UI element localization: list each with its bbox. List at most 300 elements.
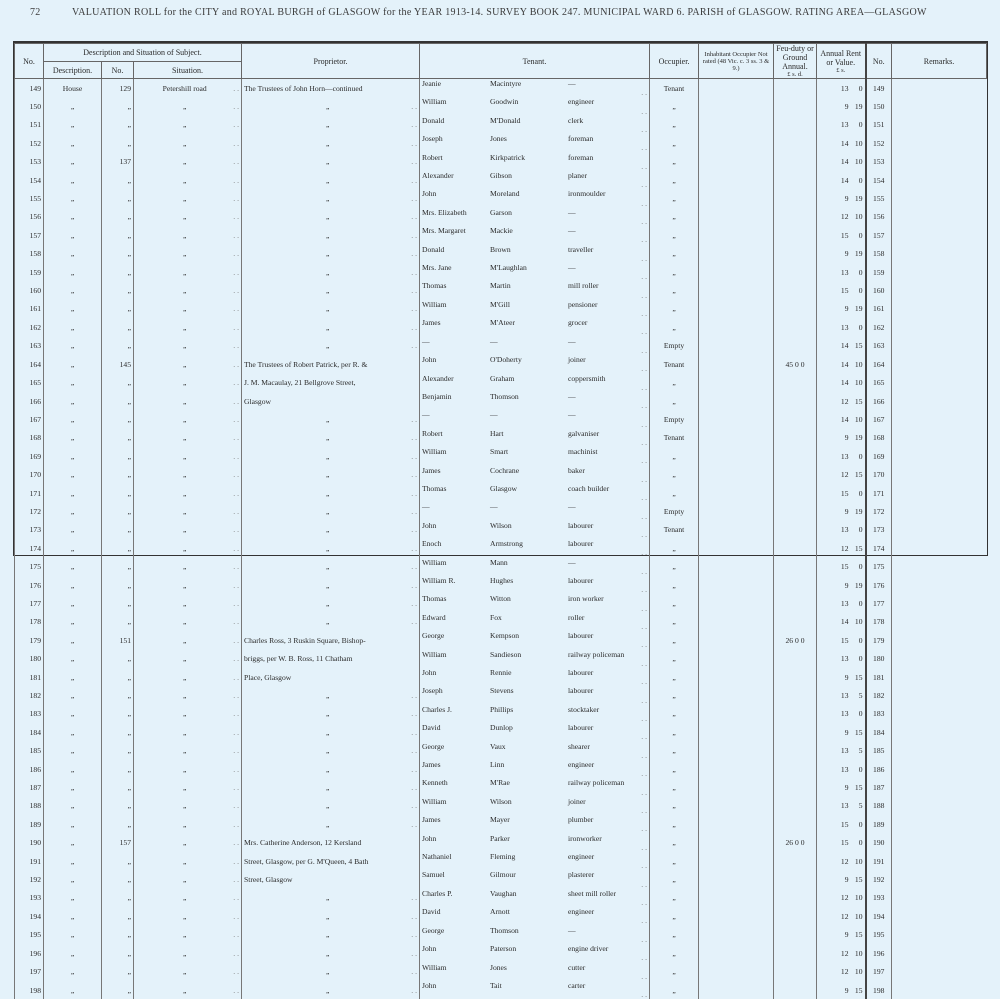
situation: „ . . — [134, 318, 242, 336]
inhabitant-occupier — [699, 153, 774, 171]
house-number: „ — [102, 539, 134, 557]
tenant-occupation: — — [568, 337, 642, 346]
row-number-right: 152 — [866, 134, 892, 152]
annual-rent — [817, 374, 866, 392]
row-number: 162 — [15, 318, 44, 336]
proprietor: „ . . — [242, 723, 420, 741]
tenant-first-name: William — [422, 650, 490, 659]
table-row — [15, 116, 987, 134]
tenant-occupation: traveller — [568, 245, 642, 254]
proprietor: „ . . — [242, 318, 420, 336]
situation: „ . . — [134, 778, 242, 796]
description: „ — [44, 576, 102, 594]
tenant-occupation: — — [568, 263, 642, 272]
tenant-surname: Moreland — [490, 189, 568, 198]
situation: „ . . — [134, 852, 242, 870]
header-occupier: Occupier. — [650, 44, 699, 79]
tenant-occupation: stocktaker — [568, 705, 642, 714]
occupier: „ — [650, 594, 699, 612]
description: „ — [44, 907, 102, 925]
row-number: 172 — [15, 502, 44, 520]
rent-shillings: 10 — [849, 378, 863, 387]
feu-duty — [774, 981, 817, 999]
table-row — [15, 870, 987, 888]
row-number: 189 — [15, 815, 44, 833]
feu-duty — [774, 300, 817, 318]
rent-shillings: 0 — [849, 489, 863, 498]
situation: „ . . — [134, 410, 242, 428]
inhabitant-occupier — [699, 245, 774, 263]
row-number-right: 183 — [866, 705, 892, 723]
tenant-occupation: foreman — [568, 134, 642, 143]
row-number-right: 159 — [866, 263, 892, 281]
table-row — [15, 263, 987, 281]
rent-shillings: 19 — [849, 581, 863, 590]
situation: „ . . — [134, 134, 242, 152]
tenant-surname: Tait — [490, 981, 568, 990]
tenant-occupation: pensioner — [568, 300, 642, 309]
tenant-surname: Thomson — [490, 392, 568, 401]
tenant — [420, 852, 650, 870]
rent-shillings: 19 — [849, 102, 863, 111]
feu-duty — [774, 778, 817, 796]
tenant-surname: Hughes — [490, 576, 568, 585]
row-number-right: 188 — [866, 797, 892, 815]
description: „ — [44, 171, 102, 189]
description: „ — [44, 502, 102, 520]
feu-units: £ s. d. — [774, 71, 816, 78]
description: „ — [44, 116, 102, 134]
row-number: 170 — [15, 466, 44, 484]
tenant — [420, 778, 650, 796]
tenant — [420, 613, 650, 631]
remarks — [892, 852, 987, 870]
occupier: „ — [650, 134, 699, 152]
tenant-surname: Sandieson — [490, 650, 568, 659]
house-number: „ — [102, 392, 134, 410]
house-number: „ — [102, 944, 134, 962]
tenant-first-name: William — [422, 447, 490, 456]
inhabitant-occupier — [699, 466, 774, 484]
occupier: Tenant — [650, 521, 699, 539]
description: „ — [44, 613, 102, 631]
house-number: „ — [102, 318, 134, 336]
tenant-occupation: sheet mill roller — [568, 889, 642, 898]
occupier: Tenant — [650, 79, 699, 98]
tenant-occupation: grocer — [568, 318, 642, 327]
table-row — [15, 742, 987, 760]
row-number: 156 — [15, 208, 44, 226]
tenant — [420, 447, 650, 465]
description: „ — [44, 153, 102, 171]
tenant-first-name: Joseph — [422, 686, 490, 695]
rent-shillings: 0 — [849, 709, 863, 718]
annual-rent — [817, 153, 866, 171]
description: „ — [44, 226, 102, 244]
occupier: Empty — [650, 410, 699, 428]
tenant — [420, 466, 650, 484]
proprietor: Charles Ross, 3 Ruskin Square, Bishop- — [242, 631, 420, 649]
rent-pounds: 15 — [831, 636, 849, 645]
rent-shillings: 10 — [849, 967, 863, 976]
inhabitant-occupier — [699, 686, 774, 704]
description: „ — [44, 429, 102, 447]
proprietor: The Trustees of Robert Patrick, per R. & — [242, 355, 420, 373]
row-number-right: 182 — [866, 686, 892, 704]
tenant-surname: Thomson — [490, 926, 568, 935]
proprietor: „ . . — [242, 429, 420, 447]
rent-pounds: 9 — [831, 507, 849, 516]
situation: „ . . — [134, 337, 242, 355]
rent-pounds: 13 — [831, 599, 849, 608]
rent-pounds: 13 — [831, 801, 849, 810]
description: „ — [44, 466, 102, 484]
row-number-right: 195 — [866, 926, 892, 944]
rent-pounds: 12 — [831, 912, 849, 921]
proprietor: „ . . — [242, 502, 420, 520]
tenant-surname: Phillips — [490, 705, 568, 714]
row-number: 164 — [15, 355, 44, 373]
tenant-first-name: John — [422, 834, 490, 843]
remarks — [892, 429, 987, 447]
annual-rent — [817, 742, 866, 760]
feu-duty — [774, 374, 817, 392]
feu-duty — [774, 79, 817, 98]
rent-shillings: 15 — [849, 470, 863, 479]
annual-rent — [817, 558, 866, 576]
proprietor: „ . . — [242, 208, 420, 226]
remarks — [892, 981, 987, 999]
tenant-first-name: Charles J. — [422, 705, 490, 714]
inhabitant-occupier — [699, 429, 774, 447]
table-row — [15, 594, 987, 612]
rent-pounds: 13 — [831, 525, 849, 534]
description: „ — [44, 374, 102, 392]
occupier: „ — [650, 650, 699, 668]
occupier: „ — [650, 171, 699, 189]
table-row — [15, 134, 987, 152]
description: „ — [44, 281, 102, 299]
row-number-right: 176 — [866, 576, 892, 594]
tenant-surname: Witton — [490, 594, 568, 603]
tenant-first-name: John — [422, 355, 490, 364]
situation: „ . . — [134, 944, 242, 962]
proprietor: „ . . — [242, 889, 420, 907]
remarks — [892, 502, 987, 520]
proprietor: „ . . — [242, 466, 420, 484]
row-number: 188 — [15, 797, 44, 815]
tenant — [420, 815, 650, 833]
row-number-right: 186 — [866, 760, 892, 778]
rent-pounds: 14 — [831, 378, 849, 387]
occupier: „ — [650, 613, 699, 631]
tenant — [420, 153, 650, 171]
tenant-surname: Wilson — [490, 797, 568, 806]
rent-shillings: 10 — [849, 360, 863, 369]
row-number: 163 — [15, 337, 44, 355]
row-number-right: 197 — [866, 963, 892, 981]
annual-rent — [817, 907, 866, 925]
proprietor: „ . . — [242, 686, 420, 704]
tenant-first-name: Nathaniel — [422, 852, 490, 861]
occupier: „ — [650, 539, 699, 557]
table-row — [15, 650, 987, 668]
feu-duty — [774, 705, 817, 723]
inhabitant-occupier — [699, 97, 774, 115]
house-number: 129 — [102, 79, 134, 98]
row-number: 174 — [15, 539, 44, 557]
tenant-first-name: Edward — [422, 613, 490, 622]
tenant-occupation: — — [568, 208, 642, 217]
occupier: „ — [650, 226, 699, 244]
tenant-first-name: James — [422, 466, 490, 475]
proprietor: „ . . — [242, 189, 420, 207]
description: „ — [44, 337, 102, 355]
house-number: „ — [102, 484, 134, 502]
row-number-right: 156 — [866, 208, 892, 226]
rent-pounds: 15 — [831, 838, 849, 847]
situation: „ . . — [134, 484, 242, 502]
row-number: 166 — [15, 392, 44, 410]
table-row — [15, 337, 987, 355]
situation: „ . . — [134, 521, 242, 539]
annual-rent — [817, 631, 866, 649]
occupier: „ — [650, 263, 699, 281]
feu-duty — [774, 392, 817, 410]
inhabitant-occupier — [699, 760, 774, 778]
rent-shillings: 0 — [849, 636, 863, 645]
rent-pounds: 9 — [831, 433, 849, 442]
tenant-occupation: labourer — [568, 539, 642, 548]
tenant-surname: Parker — [490, 834, 568, 843]
row-number: 182 — [15, 686, 44, 704]
tenant — [420, 650, 650, 668]
rent-pounds: 13 — [831, 268, 849, 277]
feu-duty — [774, 153, 817, 171]
description: „ — [44, 245, 102, 263]
remarks — [892, 650, 987, 668]
remarks — [892, 594, 987, 612]
tenant-occupation: labourer — [568, 576, 642, 585]
proprietor: „ . . — [242, 226, 420, 244]
feu-duty — [774, 502, 817, 520]
remarks — [892, 466, 987, 484]
situation: „ . . — [134, 981, 242, 999]
house-number: „ — [102, 300, 134, 318]
rent-pounds: 13 — [831, 323, 849, 332]
inhabitant-occupier — [699, 576, 774, 594]
inhabitant-occupier — [699, 374, 774, 392]
house-number: „ — [102, 281, 134, 299]
tenant-first-name: Kenneth — [422, 778, 490, 787]
occupier: „ — [650, 208, 699, 226]
tenant-first-name: William — [422, 300, 490, 309]
row-number: 176 — [15, 576, 44, 594]
feu-duty — [774, 576, 817, 594]
house-number: „ — [102, 981, 134, 999]
description: „ — [44, 815, 102, 833]
table-row — [15, 208, 987, 226]
feu-duty — [774, 889, 817, 907]
house-number: „ — [102, 723, 134, 741]
rent-shillings: 0 — [849, 231, 863, 240]
rent-pounds: 15 — [831, 820, 849, 829]
inhabitant-occupier — [699, 300, 774, 318]
feu-duty: 26 0 0 — [774, 834, 817, 852]
annual-rent — [817, 760, 866, 778]
tenant-surname: Armstrong — [490, 539, 568, 548]
row-number-right: 155 — [866, 189, 892, 207]
tenant — [420, 723, 650, 741]
row-number-right: 185 — [866, 742, 892, 760]
annual-rent — [817, 410, 866, 428]
row-number: 152 — [15, 134, 44, 152]
remarks — [892, 355, 987, 373]
proprietor: „ . . — [242, 981, 420, 999]
row-number-right: 168 — [866, 429, 892, 447]
proprietor: „ . . — [242, 116, 420, 134]
house-number: „ — [102, 374, 134, 392]
annual-rent — [817, 778, 866, 796]
description: „ — [44, 944, 102, 962]
remarks — [892, 613, 987, 631]
feu-duty — [774, 723, 817, 741]
tenant — [420, 189, 650, 207]
occupier: „ — [650, 392, 699, 410]
tenant-surname: Jones — [490, 963, 568, 972]
rent-pounds: 9 — [831, 673, 849, 682]
occupier: „ — [650, 281, 699, 299]
row-number: 181 — [15, 668, 44, 686]
row-number: 160 — [15, 281, 44, 299]
occupier: „ — [650, 300, 699, 318]
feu-duty — [774, 668, 817, 686]
description: „ — [44, 355, 102, 373]
table-row — [15, 760, 987, 778]
proprietor: Street, Glasgow, per G. M'Queen, 4 Bath — [242, 852, 420, 870]
annual-rent — [817, 97, 866, 115]
situation: „ . . — [134, 926, 242, 944]
inhabitant-occupier — [699, 870, 774, 888]
situation: „ . . — [134, 171, 242, 189]
table-row — [15, 539, 987, 557]
inhabitant-occupier — [699, 558, 774, 576]
tenant-surname: Smart — [490, 447, 568, 456]
tenant-first-name: Donald — [422, 116, 490, 125]
tenant — [420, 521, 650, 539]
row-number-right: 150 — [866, 97, 892, 115]
tenant-occupation: machinist — [568, 447, 642, 456]
proprietor: „ . . — [242, 447, 420, 465]
tenant-occupation: shearer — [568, 742, 642, 751]
description: „ — [44, 963, 102, 981]
rent-shillings: 15 — [849, 673, 863, 682]
occupier: „ — [650, 318, 699, 336]
proprietor: „ . . — [242, 963, 420, 981]
house-number: 145 — [102, 355, 134, 373]
tenant — [420, 484, 650, 502]
annual-rent — [817, 208, 866, 226]
feu-duty: 26 0 0 — [774, 631, 817, 649]
header-no-right: No. — [866, 44, 892, 79]
tenant-surname: M'Laughlan — [490, 263, 568, 272]
inhabitant-occupier — [699, 613, 774, 631]
description: „ — [44, 631, 102, 649]
tenant — [420, 907, 650, 925]
occupier: „ — [650, 742, 699, 760]
remarks — [892, 318, 987, 336]
proprietor: „ . . — [242, 594, 420, 612]
rent-shillings: 0 — [849, 120, 863, 129]
rent-shillings: 0 — [849, 562, 863, 571]
feu-duty — [774, 447, 817, 465]
row-number: 178 — [15, 613, 44, 631]
tenant-occupation: carter — [568, 981, 642, 990]
row-number-right: 192 — [866, 870, 892, 888]
proprietor: „ . . — [242, 797, 420, 815]
row-number: 149 — [15, 79, 44, 98]
house-number: „ — [102, 226, 134, 244]
inhabitant-occupier — [699, 778, 774, 796]
tenant-occupation: engineer — [568, 760, 642, 769]
table-row — [15, 705, 987, 723]
table-row — [15, 778, 987, 796]
rent-units: £ s. — [817, 67, 865, 74]
remarks — [892, 889, 987, 907]
tenant — [420, 870, 650, 888]
occupier: „ — [650, 558, 699, 576]
remarks — [892, 944, 987, 962]
rent-pounds: 15 — [831, 286, 849, 295]
rent-shillings: 15 — [849, 930, 863, 939]
tenant — [420, 668, 650, 686]
tenant-occupation: labourer — [568, 723, 642, 732]
description: „ — [44, 539, 102, 557]
annual-rent — [817, 226, 866, 244]
description: „ — [44, 926, 102, 944]
description: „ — [44, 263, 102, 281]
rent-pounds: 14 — [831, 360, 849, 369]
description: „ — [44, 650, 102, 668]
house-number: „ — [102, 208, 134, 226]
proprietor: „ . . — [242, 410, 420, 428]
tenant-occupation: plumber — [568, 815, 642, 824]
situation: Petershill road . . — [134, 79, 242, 98]
tenant — [420, 79, 650, 98]
header-situation: Situation. — [134, 62, 242, 79]
row-number-right: 161 — [866, 300, 892, 318]
description: „ — [44, 300, 102, 318]
row-number-right: 154 — [866, 171, 892, 189]
occupier: „ — [650, 797, 699, 815]
row-number-right: 180 — [866, 650, 892, 668]
tenant-occupation: engineer — [568, 907, 642, 916]
row-number: 183 — [15, 705, 44, 723]
tenant-first-name: Thomas — [422, 594, 490, 603]
inhabitant-occupier — [699, 208, 774, 226]
tenant-surname: Wilson — [490, 521, 568, 530]
tenant — [420, 337, 650, 355]
rent-shillings: 5 — [849, 691, 863, 700]
feu-duty — [774, 263, 817, 281]
rent-pounds: 12 — [831, 949, 849, 958]
inhabitant-occupier — [699, 502, 774, 520]
annual-rent — [817, 263, 866, 281]
description: „ — [44, 705, 102, 723]
rent-pounds: 13 — [831, 654, 849, 663]
tenant-first-name: John — [422, 189, 490, 198]
remarks — [892, 576, 987, 594]
